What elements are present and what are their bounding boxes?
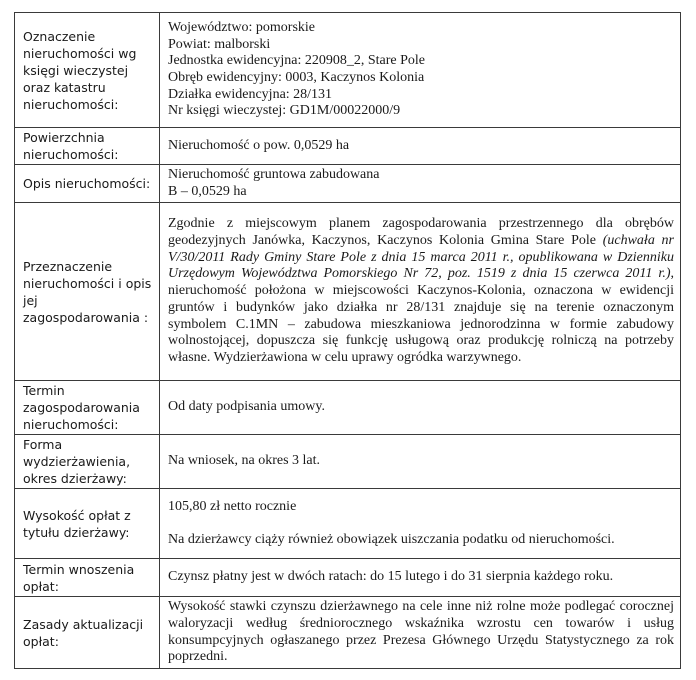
row-label: Powierzchnia nieruchomości: — [15, 128, 160, 165]
description-line: B – 0,0529 ha — [168, 183, 247, 199]
registration-precinct-line: Obręb ewidencyjny: 0003, Kaczynos Kolonia — [168, 70, 425, 85]
row-label: Wysokość opłat z tytułu dzierżawy: — [15, 489, 160, 559]
table-row — [15, 13, 681, 128]
property-info-table — [14, 12, 681, 669]
table-row — [15, 203, 681, 381]
zoning-resolution-reference: (uchwała nr V/30/2011 Rady Gminy Stare Pole z dnia 15 marca 2011 r., opublikowana w Dzienniku Urzędowym Województwa Pomorskiego Nr 72, poz. 1519 z dnia 15 czerwca 2011 r.) — [168, 233, 674, 282]
row-label: Oznaczenie nieruchomości wg księgi wieczystej oraz katastru nieruchomości: — [15, 13, 160, 128]
row-label: Forma wydzierżawienia, okres dzierżawy: — [15, 435, 160, 489]
table-row — [15, 559, 681, 597]
table-row — [15, 381, 681, 435]
zoning-value — [160, 203, 681, 381]
fee-value — [160, 489, 681, 559]
row-label: Termin wnoszenia opłat: — [15, 559, 160, 597]
development-deadline-value: Od daty podpisania umowy. — [160, 381, 681, 435]
land-register-line: Nr księgi wieczystej: GD1M/00022000/9 — [168, 103, 401, 119]
voivodeship-line: Województwo: pomorskie — [168, 19, 316, 35]
area-value: Nieruchomość o pow. 0,0529 ha — [160, 128, 681, 165]
payment-deadline-value: Czynsz płatny jest w dwóch ratach: do 15 lutego i do 31 sierpnia każdego roku. — [160, 559, 681, 597]
lease-form-value: Na wniosek, na okres 3 lat. — [160, 435, 681, 489]
row-label: Przeznaczenie nieruchomości i opis jej zagospodarowania : — [15, 203, 160, 381]
table-row — [15, 165, 681, 203]
zoning-text-before: Zgodnie z miejscowym planem zagospodarowania przestrzennego dla obrębów geodezyjnych Janówka, Kaczynos, Kaczynos Kolonia Gmina Stare Pole — [168, 216, 674, 249]
fee-update-rules-value: Wysokość stawki czynszu dzierżawnego na cele inne niż rolne może podlegać corocznej waloryzacji według średniorocznego wskaźnika wzrostu cen towarów i usług konsumpcyjnych ogłaszanego przez Prezesa Głównego Urzędu Statystycznego za rok poprzedni. — [160, 597, 681, 669]
parcel-line: Działka ewidencyjna: 28/131 — [168, 86, 333, 102]
property-designation-value — [160, 13, 681, 128]
registration-unit-line: Jednostka ewidencyjna: 220908_2, Stare Pole — [168, 53, 426, 69]
table-row — [15, 597, 681, 669]
county-line: Powiat: malborski — [168, 36, 271, 52]
table-row — [15, 435, 681, 489]
row-label: Opis nieruchomości: — [15, 165, 160, 203]
annual-fee-line: 105,80 zł netto rocznie — [168, 498, 297, 514]
description-value — [160, 165, 681, 203]
description-line: Nieruchomość gruntowa zabudowana — [168, 166, 380, 182]
row-label: Termin zagospodarowania nieruchomości: — [15, 381, 160, 435]
row-label: Zasady aktualizacji opłat: — [15, 597, 160, 669]
zoning-text-after: , nieruchomość położona w miejscowości Kaczynos-Kolonia, oznaczona w ewidencji gruntów i budynków jako działka nr 28/131 znajduje się na terenie oznaczonym symbolem C.1MN – zabudowa mieszkaniowa jednorodzinna w formie zabudowy wolnostojącej, dopuszcza się funkcję usługową oraz produkcję rolniczą na potrzeby własne. Wydzierżawiona w celu uprawy ogródka warzywnego. — [168, 266, 674, 365]
tax-obligation-line: Na dzierżawcy ciąży również obowiązek uiszczania podatku od nieruchomości. — [168, 531, 615, 547]
table-row — [15, 489, 681, 559]
table-row — [15, 128, 681, 165]
